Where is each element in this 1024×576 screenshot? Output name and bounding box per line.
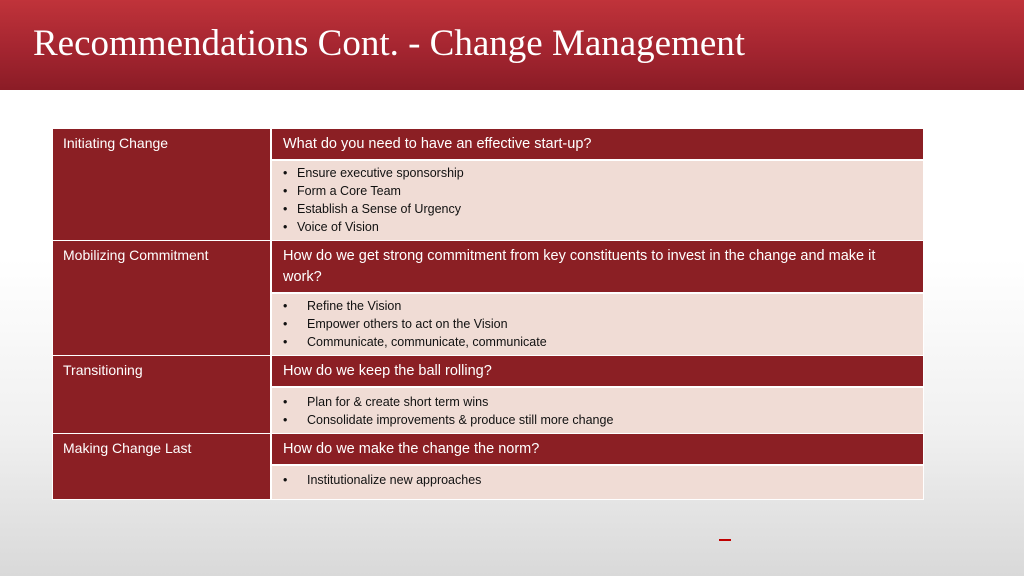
list-item: [283, 411, 913, 429]
bullet-text: Voice of Vision: [297, 220, 379, 234]
bullet-list: [272, 294, 923, 355]
section-content: [272, 434, 923, 499]
change-management-table: [52, 128, 924, 500]
bullet-list: [272, 466, 923, 499]
section-content: [272, 356, 923, 433]
phase-question: How do we keep the ball rolling?: [272, 356, 923, 388]
bullet-text: Establish a Sense of Urgency: [297, 202, 461, 216]
bullet-icon: •: [283, 395, 288, 409]
section-initiating-change: [53, 129, 923, 241]
phase-label: Transitioning: [53, 356, 272, 433]
phase-label: Mobilizing Commitment: [53, 241, 272, 355]
bullet-text: Plan for & create short term wins: [307, 395, 489, 409]
phase-label: Initiating Change: [53, 129, 272, 240]
list-item: [283, 218, 913, 236]
section-making-change-last: [53, 434, 923, 499]
bullet-icon: •: [283, 299, 288, 313]
bullet-text: Communicate, communicate, communicate: [307, 335, 547, 349]
slide-title: Recommendations Cont. - Change Management: [33, 23, 746, 64]
list-item: [283, 182, 913, 200]
list-item: [283, 297, 913, 315]
phase-label: Making Change Last: [53, 434, 272, 499]
section-mobilizing-commitment: [53, 241, 923, 356]
section-transitioning: [53, 356, 923, 434]
bullet-icon: •: [283, 166, 288, 180]
bullet-icon: •: [283, 413, 288, 427]
phase-question: How do we make the change the norm?: [272, 434, 923, 466]
decorative-dash: [719, 539, 731, 541]
bullet-icon: •: [283, 202, 288, 216]
bullet-icon: •: [283, 335, 288, 349]
list-item: [283, 315, 913, 333]
bullet-icon: •: [283, 473, 288, 487]
bullet-text: Ensure executive sponsorship: [297, 166, 464, 180]
bullet-text: Form a Core Team: [297, 184, 401, 198]
bullet-text: Empower others to act on the Vision: [307, 317, 508, 331]
title-bar: [0, 0, 1024, 90]
list-item: [283, 333, 913, 351]
bullet-icon: •: [283, 220, 288, 234]
list-item: [283, 200, 913, 218]
section-content: [272, 241, 923, 355]
bullet-text: Institutionalize new approaches: [307, 473, 482, 487]
list-item: [283, 393, 913, 411]
bullet-text: Consolidate improvements & produce still more change: [307, 413, 614, 427]
bullet-icon: •: [283, 317, 288, 331]
section-content: [272, 129, 923, 240]
list-item: [283, 471, 913, 489]
phase-question: What do you need to have an effective start-up?: [272, 129, 923, 161]
bullet-list: [272, 388, 923, 433]
bullet-list: [272, 161, 923, 240]
bullet-icon: •: [283, 184, 288, 198]
list-item: [283, 164, 913, 182]
phase-question: How do we get strong commitment from key constituents to invest in the change and make it work?: [272, 241, 923, 294]
bullet-text: Refine the Vision: [307, 299, 402, 313]
